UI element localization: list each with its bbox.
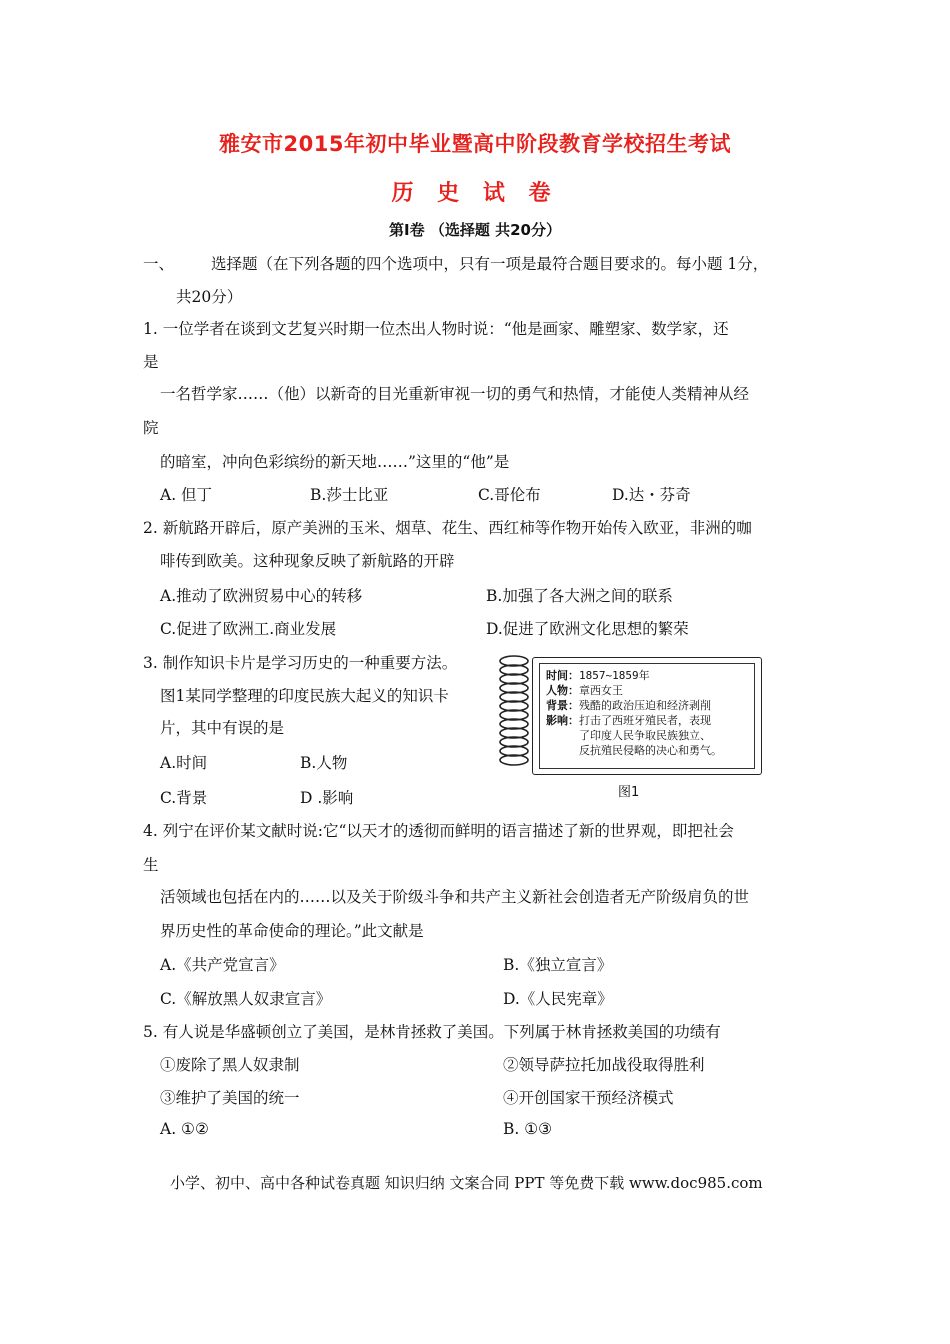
q4-option-d: D.《人民宪章》 (503, 990, 613, 1008)
card-impact-2: 了印度人民争取民族独立、 (579, 729, 711, 742)
card-content (546, 668, 722, 758)
q5-option-a: A. ①② (160, 1120, 209, 1138)
q3-line-2: 图1某同学整理的印度民族大起义的知识卡 (160, 687, 449, 705)
q5-item-1: ①废除了黑人奴隶制 (160, 1056, 300, 1074)
q3-line-1: 3. 制作知识卡片是学习历史的一种重要方法。 (143, 654, 458, 672)
q2-line-1: 2. 新航路开辟后，原产美洲的玉米、烟草、花生、西红柿等作物开始传入欧亚，非洲的咖 (143, 519, 752, 537)
q5-option-b: B. ①③ (503, 1120, 553, 1138)
q4-option-b: B.《独立宣言》 (503, 956, 613, 974)
q3-line-3: 片，其中有误的是 (160, 719, 285, 737)
card-impact-3: 反抗殖民侵略的决心和勇气。 (579, 744, 722, 757)
footer-text: 小学、初中、高中各种试卷真题 知识归纳 文案合同 PPT 等免费下载 www.doc985.com (170, 1174, 763, 1192)
q4-option-a: A.《共产党宣言》 (160, 956, 285, 974)
q4-line-2: 生 (143, 856, 159, 874)
q3-option-b: B.人物 (300, 754, 348, 772)
card-time: 1857~1859年 (579, 669, 650, 682)
q4-option-c: C.《解放黑人奴隶宣言》 (160, 990, 332, 1008)
q1-line-5: 的暗室，冲向色彩缤纷的新天地……”这里的“他”是 (160, 453, 510, 471)
q5-item-3: ③维护了美国的统一 (160, 1089, 300, 1107)
q3-option-a: A.时间 (160, 754, 208, 772)
q4-line-4: 界历史性的革命使命的理论。”此文献是 (160, 922, 424, 940)
card-person: 章西女王 (579, 684, 623, 697)
q4-line-3: 活领域也包括在内的……以及关于阶级斗争和共产主义新社会创造者无产阶级肩负的世 (160, 888, 750, 906)
card-inner-frame (539, 663, 755, 769)
q5-item-2: ②领导萨拉托加战役取得胜利 (503, 1056, 705, 1074)
q3-option-c: C.背景 (160, 789, 208, 807)
q1-option-c: C.哥伦布 (478, 486, 541, 504)
q2-line-2: 啡传到欧美。这种现象反映了新航路的开辟 (160, 552, 455, 570)
card-background: 残酷的政治压迫和经济剥削 (579, 699, 711, 712)
q1-line-2: 是 (143, 353, 159, 371)
section-heading: 第Ⅰ卷 （选择题 共20分） (389, 221, 561, 239)
q3-option-d: D .影响 (300, 789, 354, 807)
q4-line-1: 4. 列宁在评价某文献时说:它“以天才的透彻而鲜明的语言描述了新的世界观，即把社会 (143, 822, 734, 840)
q2-option-b: B.加强了各大洲之间的联系 (486, 587, 673, 605)
card-impact-1: 打击了西班牙殖民者，表现 (579, 714, 711, 727)
q5-line-1: 5. 有人说是华盛顿创立了美国，是林肯拯救了美国。下列属于林肯拯救美国的功绩有 (143, 1023, 721, 1041)
figure-label: 图1 (618, 785, 640, 800)
q1-line-1: 1. 一位学者在谈到文艺复兴时期一位杰出人物时说：“他是画家、雕塑家、数学家，还 (143, 320, 729, 338)
instruction-number: 一、 (143, 255, 175, 273)
q2-option-a: A.推动了欧洲贸易中心的转移 (160, 587, 363, 605)
q1-option-b: B.莎士比亚 (310, 486, 389, 504)
q1-option-a: A. 但丁 (160, 486, 213, 504)
q2-option-c: C.促进了欧洲工.商业发展 (160, 620, 337, 638)
exam-subtitle: 历 史 试 卷 (391, 181, 559, 206)
instruction-line-2: 共20分） (176, 288, 243, 306)
q2-option-d: D.促进了欧洲文化思想的繁荣 (486, 620, 689, 638)
q1-option-d: D.达・芬奇 (612, 486, 691, 504)
instruction-line-1: 选择题（在下列各题的四个选项中，只有一项是最符合题目要求的。每小题 1分， (211, 255, 769, 273)
exam-title: 雅安市2015年初中毕业暨高中阶段教育学校招生考试 (219, 132, 731, 156)
q5-item-4: ④开创国家干预经济模式 (503, 1089, 674, 1107)
card-person-label: 人物： (546, 684, 579, 697)
card-time-label: 时间： (546, 669, 579, 682)
card-frame (532, 657, 762, 775)
knowledge-card (492, 651, 762, 775)
card-impact-label: 影响： (546, 714, 579, 727)
card-background-label: 背景： (546, 699, 579, 712)
q1-line-4: 院 (143, 419, 159, 437)
q1-line-3: 一名哲学家……（他）以新奇的目光重新审视一切的勇气和热情，才能使人类精神从经 (160, 385, 750, 403)
